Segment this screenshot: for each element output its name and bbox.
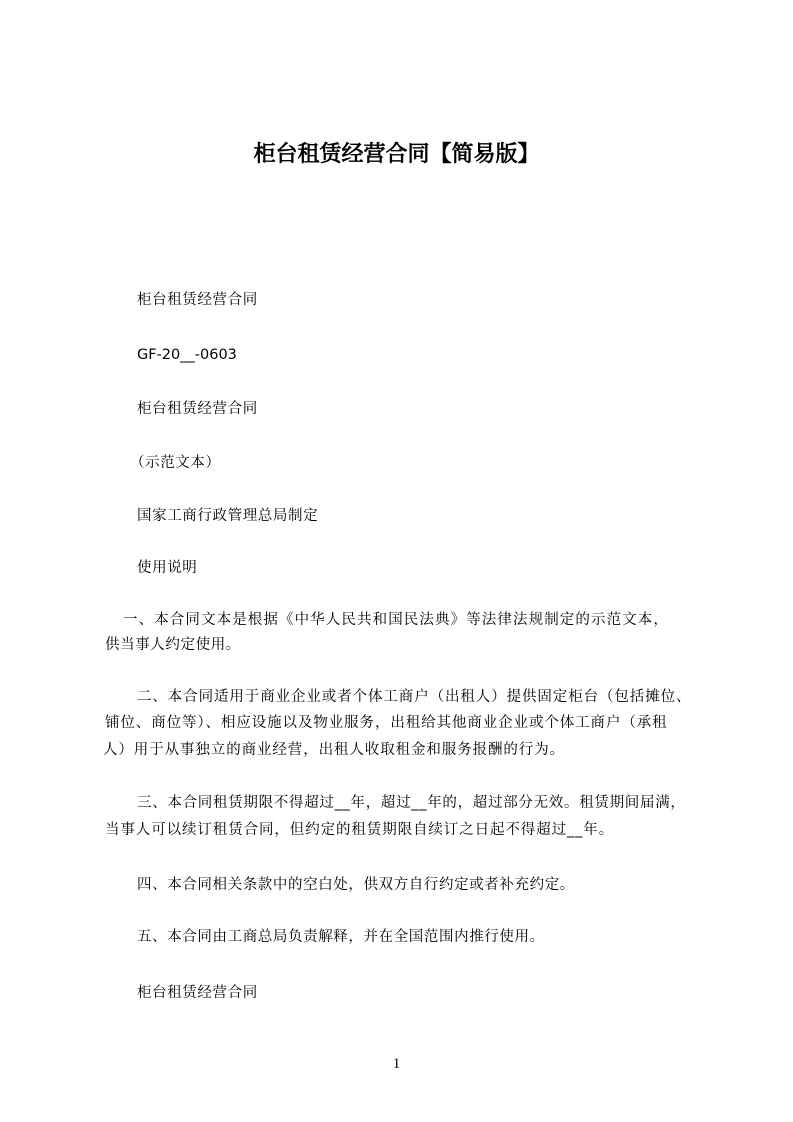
paragraph-line: 人）用于从事独立的商业经营，出租人收取租金和服务报酬的行为。 (103, 742, 565, 758)
paragraph-line: 一、本合同文本是根据《中华人民共和国民法典》等法律法规制定的示范文本， (123, 612, 669, 628)
text-line: 柜台租赁经营合同 (137, 401, 258, 417)
paragraph-line: 当事人可以续订租赁合同，但约定的租赁期限自续订之日起不得超过__年。 (105, 822, 615, 838)
paragraph-line: 铺位、商位等）、相应设施以及物业服务，出租给其他商业企业或个体工商户（承租 (105, 715, 668, 731)
paragraph-line: 三、本合同租赁期限不得超过__年，超过__年的，超过部分无效。租赁期间届满， (137, 795, 686, 811)
document-title: 柜台租赁经营合同【简易版】 (253, 142, 540, 167)
section-heading: 使用说明 (137, 560, 198, 576)
paragraph-line: 二、本合同适用于商业企业或者个体工商户（出租人）提供固定柜台（包括摊位、 (137, 689, 692, 705)
text-line: 国家工商行政管理总局制定 (137, 508, 319, 524)
paragraph-line: 五、本合同由工商总局负责解释，并在全国范围内推行使用。 (137, 929, 545, 945)
text-line: 柜台租赁经营合同 (137, 292, 258, 308)
contract-code: GF-20__-0603 (137, 347, 237, 363)
text-line: （示范文本） (130, 455, 221, 471)
paragraph-line: 四、本合同相关条款中的空白处，供双方自行约定或者补充约定。 (137, 877, 575, 893)
page-number: 1 (392, 1056, 401, 1072)
paragraph-line: 供当事人约定使用。 (105, 637, 241, 653)
text-line: 柜台租赁经营合同 (137, 985, 258, 1001)
